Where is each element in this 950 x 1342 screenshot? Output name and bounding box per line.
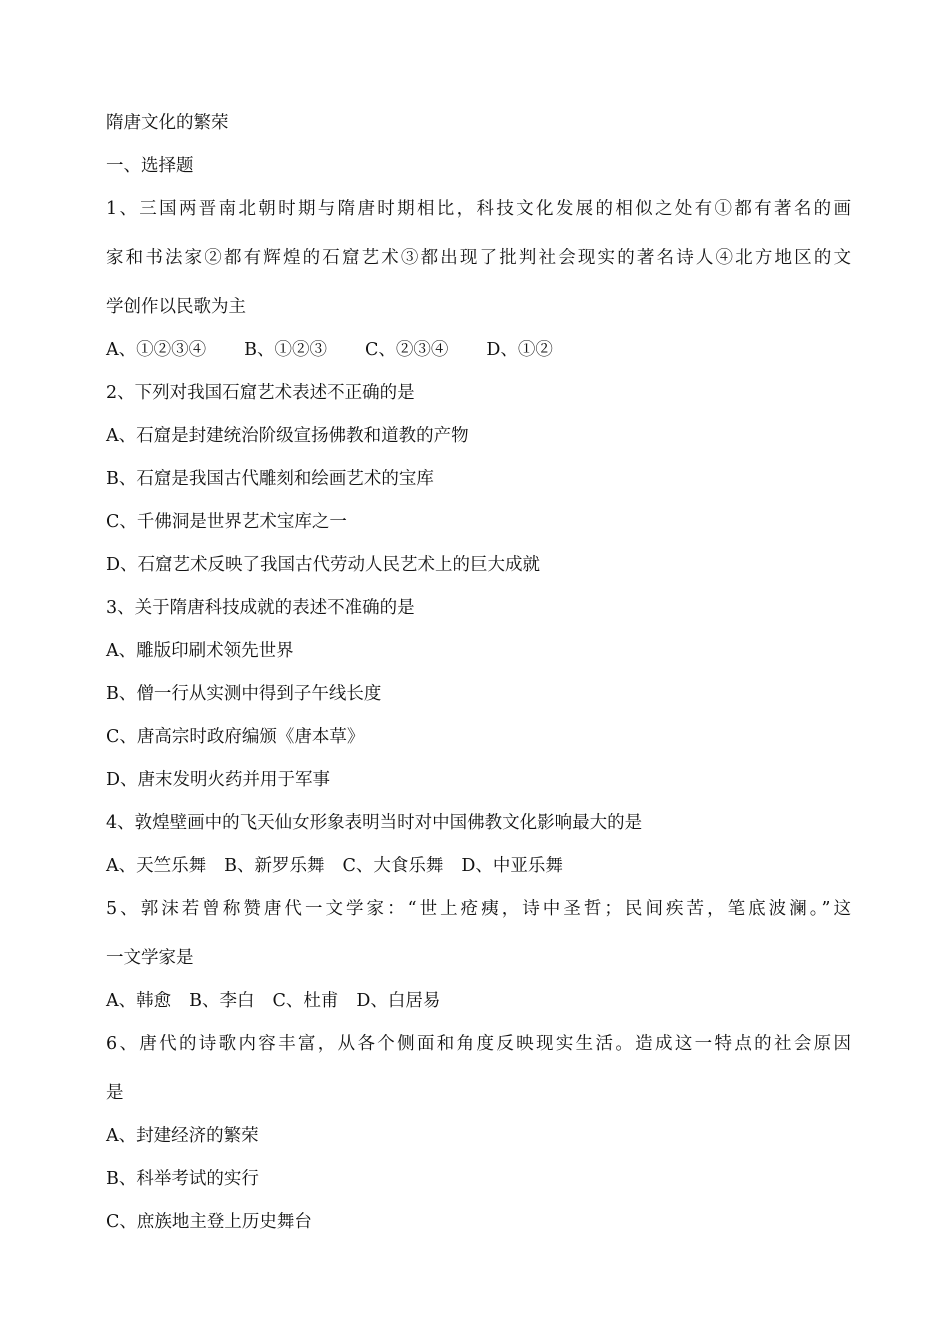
- question-4-stem: 4、敦煌壁画中的飞天仙女形象表明当时对中国佛教文化影响最大的是: [106, 813, 643, 833]
- question-6-line-2: 是: [106, 1083, 124, 1103]
- question-1-options: [106, 340, 851, 361]
- question-2-option-c: C、千佛洞是世界艺术宝库之一: [106, 512, 347, 532]
- question-6-option-b: B、科举考试的实行: [106, 1169, 259, 1189]
- question-6-line-1: 6、唐代的诗歌内容丰富，从各个侧面和角度反映现实生活。造成这一特点的社会原因: [106, 1034, 851, 1054]
- question-1-option-d: D、①②: [486, 340, 553, 360]
- question-1-option-c: C、②③④: [365, 340, 449, 360]
- question-4-option-d: D、中亚乐舞: [461, 856, 563, 876]
- question-5-option-d: D、白居易: [356, 991, 441, 1011]
- section-heading: 一、选择题: [106, 156, 194, 176]
- question-1-line-2: 家和书法家②都有辉煌的石窟艺术③都出现了批判社会现实的著名诗人④北方地区的文: [106, 248, 851, 268]
- question-4-option-a: A、天竺乐舞: [106, 856, 207, 876]
- question-2-option-d: D、石窟艺术反映了我国古代劳动人民艺术上的巨大成就: [106, 555, 541, 575]
- question-1-line-1: 1、三国两晋南北朝时期与隋唐时期相比，科技文化发展的相似之处有①都有著名的画: [106, 199, 851, 219]
- question-5-option-b: B、李白: [189, 991, 255, 1011]
- question-3-option-a: A、雕版印刷术领先世界: [106, 641, 294, 661]
- question-3-option-b: B、僧一行从实测中得到子午线长度: [106, 684, 382, 704]
- question-5-option-c: C、杜甫: [272, 991, 339, 1011]
- question-5-line-2: 一文学家是: [106, 948, 194, 968]
- question-4-option-c: C、大食乐舞: [342, 856, 444, 876]
- question-1-line-3: 学创作以民歌为主: [106, 297, 246, 317]
- question-4-option-b: B、新罗乐舞: [224, 856, 325, 876]
- question-3-stem: 3、关于隋唐科技成就的表述不准确的是: [106, 598, 415, 618]
- question-2-option-a: A、石窟是封建统治阶级宣扬佛教和道教的产物: [106, 426, 469, 446]
- question-6-option-a: A、封建经济的繁荣: [106, 1126, 259, 1146]
- question-3-option-d: D、唐末发明火药并用于军事: [106, 770, 331, 790]
- question-4-options: [106, 856, 851, 877]
- question-6-option-c: C、庶族地主登上历史舞台: [106, 1212, 312, 1232]
- question-2-stem: 2、下列对我国石窟艺术表述不正确的是: [106, 383, 415, 403]
- question-1-option-a: A、①②③④: [106, 340, 207, 360]
- document-content: [106, 113, 851, 1233]
- question-3-option-c: C、唐高宗时政府编颁《唐本草》: [106, 727, 365, 747]
- question-2-option-b: B、石窟是我国古代雕刻和绘画艺术的宝库: [106, 469, 434, 489]
- question-5-option-a: A、韩愈: [106, 991, 172, 1011]
- document-title: 隋唐文化的繁荣: [106, 113, 229, 133]
- question-5-options: [106, 991, 851, 1012]
- question-1-option-b: B、①②③: [244, 340, 328, 360]
- question-5-line-1: 5、郭沫若曾称赞唐代一文学家：“世上疮痍，诗中圣哲；民间疾苦，笔底波澜。”这: [106, 899, 851, 919]
